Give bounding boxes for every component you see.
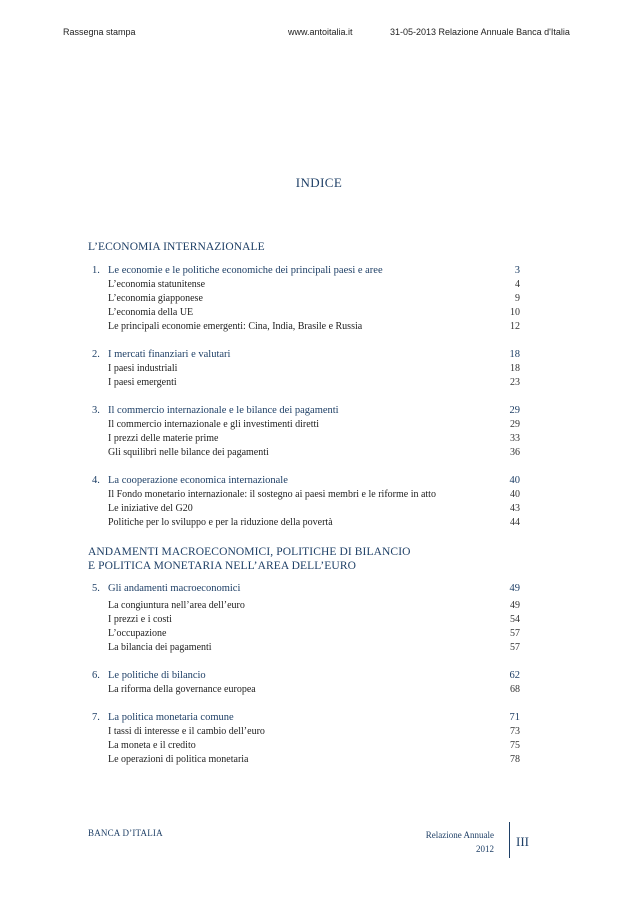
page-number: III (516, 834, 529, 849)
chapter-title: La cooperazione economica internazionale (108, 475, 288, 486)
toc-chapter (88, 349, 518, 391)
chapter-heading[interactable] (88, 670, 518, 684)
section-page-number: 75 (510, 740, 520, 751)
section-entry[interactable] (88, 503, 518, 517)
footer-report-title (400, 828, 494, 856)
chapter-title: Il commercio internazionale e le bilance dei pagamenti (108, 405, 339, 416)
section-page-number: 29 (510, 419, 520, 430)
chapter-number: 3. (92, 405, 100, 416)
chapter-heading[interactable] (88, 405, 518, 419)
section-title: L’economia statunitense (108, 279, 206, 290)
section-entry[interactable] (88, 754, 518, 768)
section-page-number: 12 (510, 321, 520, 332)
section-title: Il Fondo monetario internazionale: il sostegno ai paesi membri e le riforme in atto (108, 489, 436, 500)
section-page-number: 78 (510, 754, 520, 765)
footer-report-year: 2012 (476, 844, 494, 854)
section-page-number: 49 (510, 600, 520, 611)
section-page-number: 18 (510, 363, 520, 374)
table-of-contents (88, 240, 518, 782)
footer-publisher: BANCA D’ITALIA (88, 828, 163, 838)
section-title: Politiche per lo sviluppo e per la riduzione della povertà (108, 517, 333, 528)
section-entry[interactable] (88, 628, 518, 642)
section-entry[interactable] (88, 433, 518, 447)
section-title: L’occupazione (108, 628, 167, 639)
toc-chapter (88, 712, 518, 768)
part-heading: L’ECONOMIA INTERNAZIONALE (88, 241, 265, 253)
chapter-page-number: 40 (509, 475, 520, 486)
section-page-number: 23 (510, 377, 520, 388)
chapter-page-number: 3 (514, 265, 520, 276)
chapter-title: Le economie e le politiche economiche dei principali paesi e aree (108, 265, 383, 276)
section-page-number: 43 (510, 503, 520, 514)
section-page-number: 54 (510, 614, 520, 625)
chapter-number: 6. (92, 670, 100, 681)
section-title: Il commercio internazionale e gli investimenti diretti (108, 419, 320, 430)
chapter-number: 4. (92, 475, 100, 486)
section-entry[interactable] (88, 600, 518, 614)
header-source: Rassegna stampa (63, 27, 136, 37)
part-heading-line: E POLITICA MONETARIA NELL’AREA DELL’EURO (88, 560, 356, 572)
section-entry[interactable] (88, 419, 518, 433)
section-title: Le principali economie emergenti: Cina, India, Brasile e Russia (108, 321, 363, 332)
chapter-page-number: 49 (509, 583, 520, 594)
part1-chapter-list (88, 265, 518, 531)
section-page-number: 57 (510, 642, 520, 653)
section-title: I paesi industriali (108, 363, 178, 374)
footer-divider (509, 822, 510, 858)
section-entry[interactable] (88, 293, 518, 307)
chapter-number: 7. (92, 712, 100, 723)
section-title: Gli squilibri nelle bilance dei pagamenti (108, 447, 269, 458)
section-title: La congiuntura nell’area dell’euro (108, 600, 245, 611)
section-entry[interactable] (88, 377, 518, 391)
chapter-page-number: 18 (509, 349, 520, 360)
header-website: www.antoitalia.it (288, 27, 353, 37)
section-entry[interactable] (88, 740, 518, 754)
section-title: Le iniziative del G20 (108, 503, 193, 514)
section-page-number: 4 (515, 279, 520, 290)
section-page-number: 57 (510, 628, 520, 639)
section-entry[interactable] (88, 447, 518, 461)
toc-chapter (88, 583, 518, 656)
section-title: I tassi di interesse e il cambio dell’euro (108, 726, 265, 737)
section-title: La moneta e il credito (108, 740, 196, 751)
section-page-number: 40 (510, 489, 520, 500)
section-title: L’economia giapponese (108, 293, 203, 304)
chapter-number: 5. (92, 583, 100, 594)
chapter-heading[interactable] (88, 583, 518, 597)
chapter-title: Gli andamenti macroeconomici (108, 583, 241, 594)
section-entry[interactable] (88, 363, 518, 377)
section-title: L’economia della UE (108, 307, 194, 318)
chapter-heading[interactable] (88, 265, 518, 279)
chapter-page-number: 71 (509, 712, 520, 723)
section-page-number: 73 (510, 726, 520, 737)
section-page-number: 36 (510, 447, 520, 458)
section-entry[interactable] (88, 307, 518, 321)
section-page-number: 9 (515, 293, 520, 304)
header-date-title: 31-05-2013 Relazione Annuale Banca d'Italia (390, 27, 570, 37)
section-title: La riforma della governance europea (108, 684, 256, 695)
chapter-page-number: 62 (509, 670, 520, 681)
section-entry[interactable] (88, 642, 518, 656)
chapter-title: I mercati finanziari e valutari (108, 349, 231, 360)
toc-chapter (88, 670, 518, 698)
section-entry[interactable] (88, 489, 518, 503)
chapter-page-number: 29 (509, 405, 520, 416)
part2-chapter-list (88, 583, 518, 768)
section-title: I prezzi e i costi (108, 614, 172, 625)
section-page-number: 10 (510, 307, 520, 318)
chapter-heading[interactable] (88, 475, 518, 489)
chapter-title: La politica monetaria comune (108, 712, 234, 723)
toc-chapter (88, 265, 518, 335)
chapter-number: 2. (92, 349, 100, 360)
toc-chapter (88, 475, 518, 531)
section-title: I prezzi delle materie prime (108, 433, 219, 444)
section-page-number: 68 (510, 684, 520, 695)
toc-chapter (88, 405, 518, 461)
chapter-heading[interactable] (88, 349, 518, 363)
section-page-number: 44 (510, 517, 520, 528)
footer-report-name: Relazione Annuale (425, 830, 494, 840)
section-entry[interactable] (88, 684, 518, 698)
part-heading (88, 545, 518, 573)
section-entry[interactable] (88, 614, 518, 628)
section-entry[interactable] (88, 279, 518, 293)
section-entry[interactable] (88, 517, 518, 531)
section-entry[interactable] (88, 726, 518, 740)
chapter-title: Le politiche di bilancio (108, 670, 206, 681)
chapter-number: 1. (92, 265, 100, 276)
page-title: INDICE (295, 175, 343, 190)
section-page-number: 33 (510, 433, 520, 444)
section-title: I paesi emergenti (108, 377, 177, 388)
section-title: Le operazioni di politica monetaria (108, 754, 249, 765)
section-title: La bilancia dei pagamenti (108, 642, 212, 653)
chapter-heading[interactable] (88, 712, 518, 726)
section-entry[interactable] (88, 321, 518, 335)
part-heading-line: ANDAMENTI MACROECONOMICI, POLITICHE DI BILANCIO (88, 546, 411, 558)
press-header (0, 27, 638, 41)
